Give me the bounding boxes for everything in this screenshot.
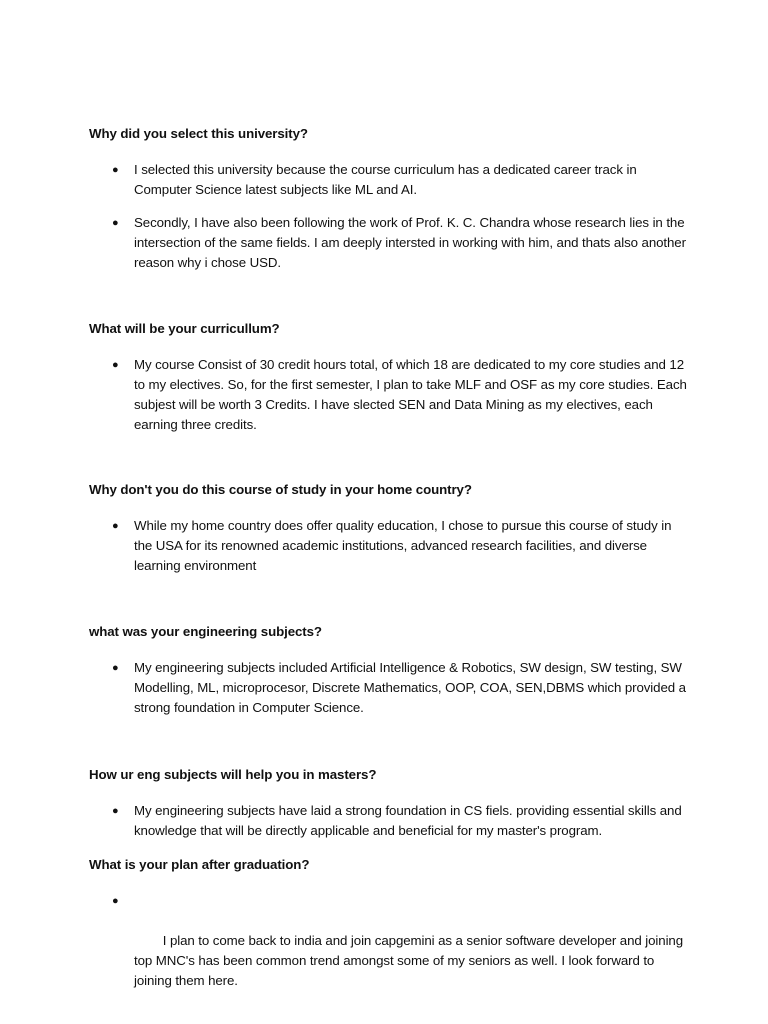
bullet-icon: ● [112, 217, 119, 229]
bullet-icon: ● [112, 164, 119, 176]
qa-section [89, 125, 689, 273]
answer-item [89, 355, 689, 435]
question-heading: How ur eng subjects will help you in masters? [89, 767, 377, 782]
answer-text: I selected this university because the course curriculum has a dedicated career track in Computer Science latest subjects like ML and AI. [134, 162, 637, 197]
qa-section [89, 320, 689, 435]
answer-text: While my home country does offer quality education, I chose to pursue this course of study in the USA for its renowned academic institutions, advanced research facilities, and diverse learning environment [134, 518, 672, 573]
qa-section [89, 856, 701, 1011]
bullet-icon: ● [112, 520, 119, 532]
question-heading: What will be your curricullum? [89, 321, 280, 336]
answer-item [89, 801, 689, 841]
qa-section [89, 623, 689, 718]
answer-list [89, 516, 689, 576]
answer-list [89, 355, 689, 435]
answer-text: My engineering subjects have laid a strong foundation in CS fiels. providing essential skills and knowledge that will be directly applicable and beneficial for my master's program. [134, 803, 682, 838]
answer-text: My course Consist of 30 credit hours total, of which 18 are dedicated to my core studies and 12 to my electives. So, for the first semester, I plan to take MLF and OSF as my core studies. Each subjest will be worth 3 Credits. I have slected SEN and Data Mining as my electives, each earning three credits. [134, 357, 687, 432]
question-heading: Why don't you do this course of study in your home country? [89, 482, 472, 497]
qa-section [89, 481, 689, 576]
answer-list [89, 801, 689, 841]
question-heading: what was your engineering subjects? [89, 624, 322, 639]
answer-item [89, 213, 689, 273]
answer-item [89, 516, 689, 576]
qa-section [89, 766, 689, 841]
bullet-icon: ● [112, 895, 119, 907]
answer-text: Secondly, I have also been following the work of Prof. K. C. Chandra whose research lies in the intersection of the same fields. I am deeply intersted in working with him, and thats also another reason why i chose USD. [134, 215, 686, 270]
bullet-icon: ● [112, 662, 119, 674]
answer-text: I plan to come back to india and join capgemini as a senior software developer and joining top MNC's has been common trend amongst some of my seniors as well. I look forward to joining them here. [134, 933, 701, 988]
bullet-icon: ● [112, 805, 119, 817]
answer-text: My engineering subjects included Artificial Intelligence & Robotics, SW design, SW testing, SW Modelling, ML, microprocesor, Discrete Mathematics, OOP, COA, SEN,DBMS which provided a strong foundation in Computer Science. [134, 660, 686, 715]
answer-list [89, 160, 689, 273]
answer-list [89, 658, 689, 718]
question-heading: Why did you select this university? [89, 126, 308, 141]
bullet-icon: ● [112, 359, 119, 371]
answer-item [89, 658, 689, 718]
answer-item [89, 891, 701, 1011]
question-heading: What is your plan after graduation? [89, 857, 310, 872]
answer-list [89, 891, 701, 1011]
answer-item [89, 160, 689, 200]
